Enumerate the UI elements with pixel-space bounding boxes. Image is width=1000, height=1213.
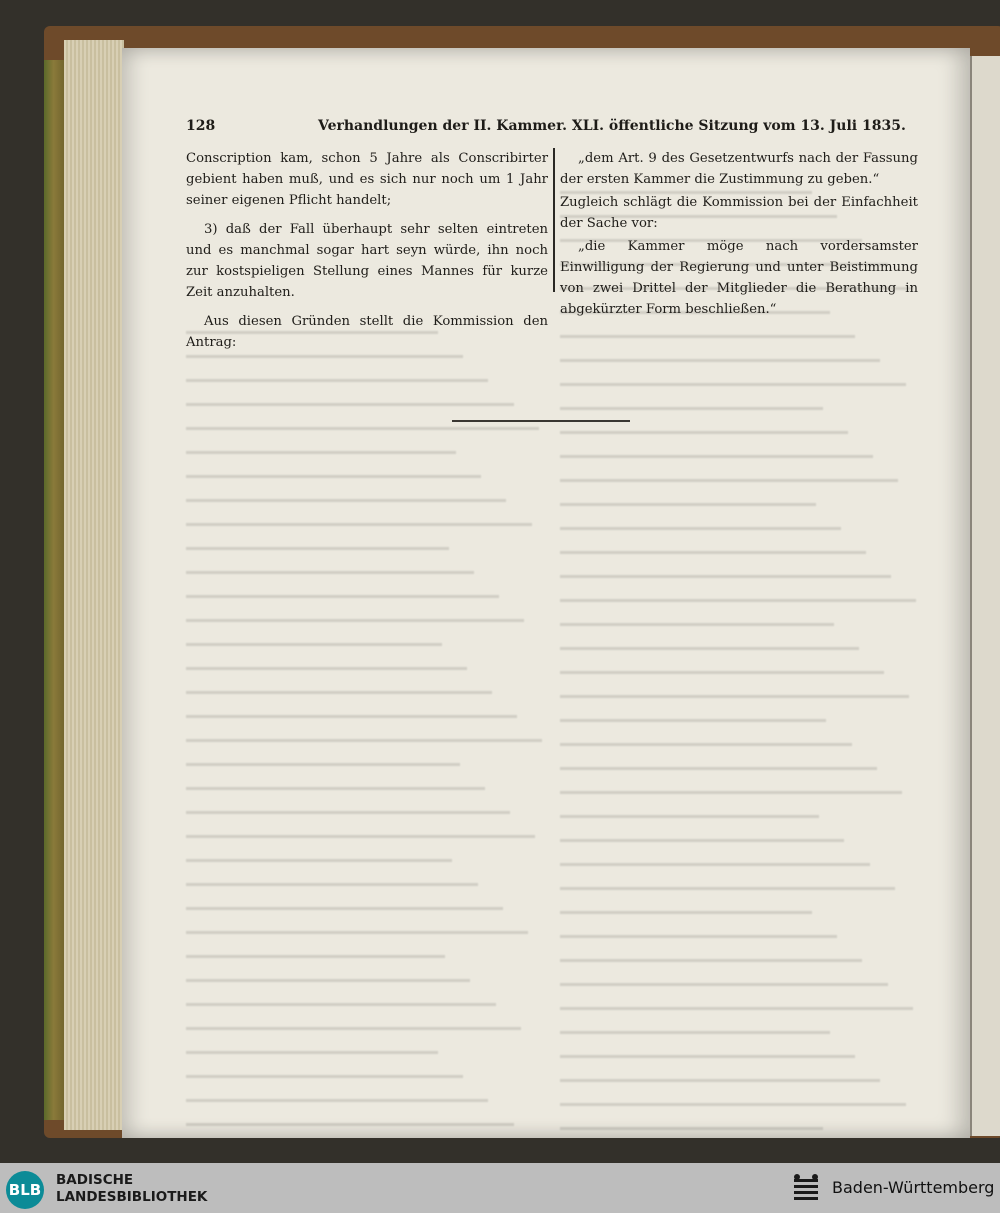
bleed-line [560,626,859,650]
bleed-line [560,746,877,770]
bleed-line [186,670,492,694]
bleed-line [186,430,456,454]
bleed-line [186,454,481,478]
bleed-line [186,598,524,622]
paragraph: „die Kammer möge nach vordersamster Einwilligung der Regierung und unter Beistimmung von zwei Drittel der Mitglieder die Berathung in abgekürzter Form beschließen.“ [560,239,918,317]
bleed-line [186,814,535,838]
bleed-line [186,382,514,406]
bleed-line [186,862,478,886]
bleed-line [560,1010,830,1034]
bleed-line [186,742,460,766]
bleed-line [186,982,496,1006]
bleed-line [560,1034,855,1058]
bleed-line [186,694,517,718]
state-name[interactable]: Baden-Württemberg [832,1178,995,1197]
bleed-line [186,622,442,646]
bleed-line [186,1102,514,1126]
bleed-line [560,434,873,458]
bleed-line [560,842,870,866]
bleed-line [186,910,528,934]
bleed-line [560,1082,906,1106]
bleed-line [186,1030,438,1054]
library-name-line1: BADISCHE [56,1172,134,1188]
bleed-line [560,722,852,746]
bleed-line [560,770,902,794]
bleed-line [186,934,445,958]
bleed-line [186,886,503,910]
paragraph: „dem Art. 9 des Gesetzentwurfs nach der Fassung der ersten Kammer die Zustimmung zu geben.“ [560,151,918,187]
bleed-through-left [186,310,546,1030]
bleed-line [560,410,848,434]
bleed-line [186,502,532,526]
baden-wuerttemberg-crest-icon[interactable] [788,1171,824,1207]
bleed-line [186,406,539,430]
bleed-line [560,674,909,698]
section-end-rule [452,420,630,422]
bleed-line [560,386,823,410]
page-number: 128 [186,118,216,134]
bleed-line [560,482,816,506]
bleed-line [186,550,474,574]
bleed-line [560,602,834,626]
bleed-line [186,1006,521,1030]
paragraph: 3) daß der Fall überhaupt sehr selten eintreten und es manchmal sogar hart seyn würde, ihn noch zur kostspieligen Stellung eines Mannes für kurze Zeit anzuhalten. [186,222,548,300]
bleed-line [560,458,898,482]
bleed-line [560,1106,823,1130]
bleed-line [186,526,449,550]
bleed-line [186,838,452,862]
bleed-line [560,914,837,938]
bleed-line [560,530,866,554]
page-edges [64,40,124,1130]
bleed-line [560,890,812,914]
bleed-line [186,478,506,502]
bleed-line [186,958,470,982]
bleed-line [560,818,844,842]
paragraph: Zugleich schlägt die Kommission bei der Einfachheit der Sache vor: [560,195,918,231]
bleed-line [186,574,499,598]
bleed-line [560,650,884,674]
column-divider [553,148,555,292]
bleed-line [560,866,895,890]
bleed-line [186,1078,488,1102]
blb-logo-icon[interactable]: BLB [6,1171,44,1209]
bleed-line [186,766,485,790]
bleed-line [560,554,891,578]
bleed-line [560,986,913,1010]
bleed-line [560,698,826,722]
library-name-line2: LANDESBIBLIOTHEK [56,1189,208,1205]
bleed-line [560,338,880,362]
bleed-line [186,646,467,670]
bleed-line [186,1054,463,1078]
bleed-line [560,794,819,818]
bleed-line [186,358,488,382]
paragraph: Conscription kam, schon 5 Jahre als Conscribirter gebient haben muß, und es sich nur noch um 1 Jahr seiner eigenen Pflicht handelt; [186,151,548,208]
bleed-line [560,506,841,530]
facing-page-edge [970,56,1000,1136]
left-column [186,148,548,361]
bleed-line [560,578,916,602]
running-title: Verhandlungen der II. Kammer. XLI. öffentliche Sitzung vom 13. Juli 1835. [318,118,906,134]
paragraph: Aus diesen Gründen stellt die Kommission den Antrag: [186,314,548,350]
bleed-line [560,962,888,986]
footer-bar [0,1163,1000,1213]
library-name[interactable] [56,1172,207,1206]
right-column [560,148,918,328]
bleed-line [560,938,862,962]
bleed-line [560,1058,880,1082]
bleed-line [186,790,510,814]
bleed-line [560,362,906,386]
bleed-line [186,718,542,742]
